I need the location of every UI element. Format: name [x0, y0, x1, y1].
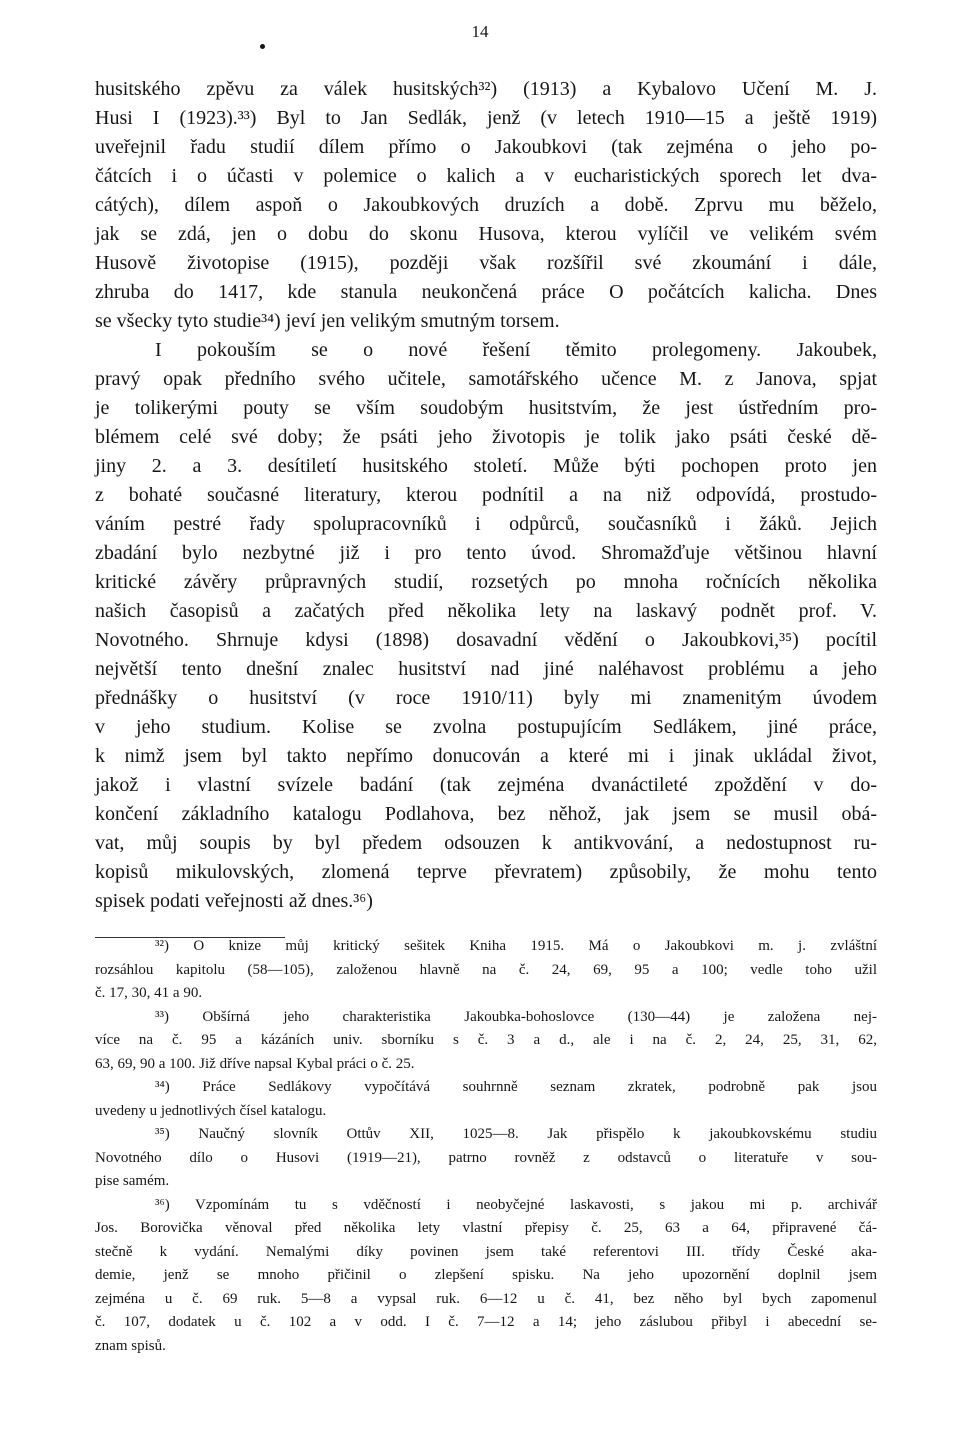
- body-line: Novotného. Shrnuje kdysi (1898) dosavadní vědění o Jakoubkovi,³⁵) pocítil: [95, 629, 877, 651]
- footnote-line: ³⁶) Vzpomínám tu s vděčností i neobyčejné laskavosti, s jakou mi p. archivář: [155, 1196, 877, 1213]
- body-line: jakož i vlastní svízele badání (tak zejména dvanáctileté zpoždění v do-: [95, 774, 877, 796]
- body-line: se všecky tyto studie³⁴) jeví jen velikým smutným torsem.: [95, 310, 560, 332]
- footnote-line: stečně k vydání. Nemalými díky povinen jsem také referentovi III. třídy České aka-: [95, 1243, 877, 1260]
- body-line: čátcích i o účasti v polemice o kalich a v eucharistických sporech let dva-: [95, 165, 877, 187]
- body-line: našich časopisů a začatých před několika lety na laskavý podnět prof. V.: [95, 600, 877, 622]
- body-line: Husově životopise (1915), později však rozšířil své zkoumání i dále,: [95, 252, 877, 274]
- body-line: uveřejnil řadu studií dílem přímo o Jakoubkovi (tak zejména o jeho po-: [95, 136, 877, 158]
- footnote-line: pise samém.: [95, 1173, 170, 1189]
- body-line: je tolikerými pouty se vším soudobým husitstvím, že jest ústředním pro-: [95, 397, 877, 419]
- body-line: kopisů mikulovských, zlomená teprve převratem) způsobily, že mohu tento: [95, 861, 877, 883]
- footnote-line: ³⁵) Naučný slovník Ottův XII, 1025—8. Jak přispělo k jakoubkovskému studiu: [155, 1126, 877, 1142]
- body-line: spisek podati veřejnosti až dnes.³⁶): [95, 890, 373, 912]
- footnote-line: Novotného dílo o Husovi (1919—21), patrno rovněž z odstavců o literatuře v sou-: [95, 1149, 877, 1166]
- body-line: největší tento dnešní znalec husitství nad jiné naléhavost problému a jeho: [95, 658, 877, 680]
- footnote-line: více na č. 95 a kázáních univ. sborníku s č. 3 a d., ale i na č. 2, 24, 25, 31, 62,: [95, 1032, 877, 1048]
- footnote-line: 63, 69, 90 a 100. Již dříve napsal Kybal práci o č. 25.: [95, 1055, 415, 1072]
- body-line: pravý opak předního svého učitele, samotářského učence M. z Janova, spjat: [95, 368, 877, 390]
- body-line: I pokouším se o nové řešení těmito prolegomeny. Jakoubek,: [155, 339, 877, 361]
- footnote-line: zejména u č. 69 ruk. 5—8 a vypsal ruk. 6—12 u č. 41, bez něho byl bych zapomenul: [95, 1290, 877, 1307]
- body-line: cátých), dílem aspoň o Jakoubkových druzích a době. Zprvu mu běželo,: [95, 194, 877, 216]
- body-line: Husi I (1923).³³) Byl to Jan Sedlák, jenž (v letech 1910—15 a ještě 1919): [95, 107, 877, 129]
- footnote-line: demie, jenž se mnoho přičinil o zlepšení spisku. Na jeho upozornění doplnil jsem: [95, 1267, 877, 1283]
- page-number: 14: [471, 22, 489, 41]
- footnote-line: uvedeny u jednotlivých čísel katalogu.: [95, 1102, 327, 1119]
- body-line: husitského zpěvu za válek husitských³²) (1913) a Kybalovo Učení M. J.: [95, 78, 877, 100]
- footnote-line: ³³) Obšírná jeho charakteristika Jakoubka-bohoslovce (130—44) je založena nej-: [155, 1008, 877, 1025]
- footnote-line: rozsáhlou kapitolu (58—105), založenou hlavně na č. 24, 69, 95 a 100; vedle toho užil: [95, 961, 877, 978]
- body-line: jak se zdá, jen o dobu do skonu Husova, kterou vylíčil ve velikém svém: [95, 223, 877, 245]
- body-line: jiny 2. a 3. desítiletí husitského století. Může býti pochopen proto jen: [95, 455, 877, 477]
- print-speck: [260, 44, 265, 49]
- footnotes: [95, 935, 877, 1358]
- footnote-line: č. 17, 30, 41 a 90.: [95, 985, 203, 1001]
- body-line: v jeho studium. Kolise se zvolna postupujícím Sedlákem, jiné práce,: [95, 716, 877, 738]
- body-text: [95, 75, 877, 916]
- body-line: zbadání bylo nezbytné již i pro tento úvod. Shromažďuje většinou hlavní: [95, 542, 877, 564]
- footnote-line: ³⁴) Práce Sedlákovy vypočítává souhrnně seznam zkratek, podrobně pak jsou: [155, 1079, 877, 1095]
- body-line: kritické závěry průpravných studií, rozsetých po mnoha ročnících několika: [95, 571, 877, 593]
- body-line: váním pestré řady spolupracovníků i odpůrců, současníků i žáků. Jejich: [95, 513, 877, 535]
- body-line: blémem celé své doby; že psáti jeho životopis je tolik jako psáti české dě-: [95, 426, 877, 448]
- footnote-line: ³²) O knize můj kritický sešitek Kniha 1915. Má o Jakoubkovi m. j. zvláštní: [155, 938, 877, 954]
- footnote-line: č. 107, dodatek u č. 102 a v odd. I č. 7—12 a 14; jeho záslubou přibyl i abecední se-: [95, 1314, 877, 1330]
- body-line: k nimž jsem byl takto nepřímo donucován a které mi i jinak ukládal život,: [95, 745, 877, 767]
- body-line: vat, můj soupis by byl předem odsouzen k antikvování, a nedostupnost ru-: [95, 832, 877, 854]
- body-line: končení základního katalogu Podlahova, bez něhož, jak jsem se musil obá-: [95, 803, 877, 825]
- footnote-line: znam spisů.: [95, 1337, 166, 1354]
- body-line: zhruba do 1417, kde stanula neukončená práce O počátcích kalicha. Dnes: [95, 281, 877, 303]
- body-line: z bohaté současné literatury, kterou podnítil a na niž odpovídá, prostudo-: [95, 484, 877, 506]
- body-line: přednášky o husitství (v roce 1910/11) byly mi znamenitým úvodem: [95, 687, 877, 709]
- footnote-line: Jos. Borovička věnoval před několika lety vlastní přepisy č. 25, 63 a 64, připravené čá-: [95, 1220, 877, 1236]
